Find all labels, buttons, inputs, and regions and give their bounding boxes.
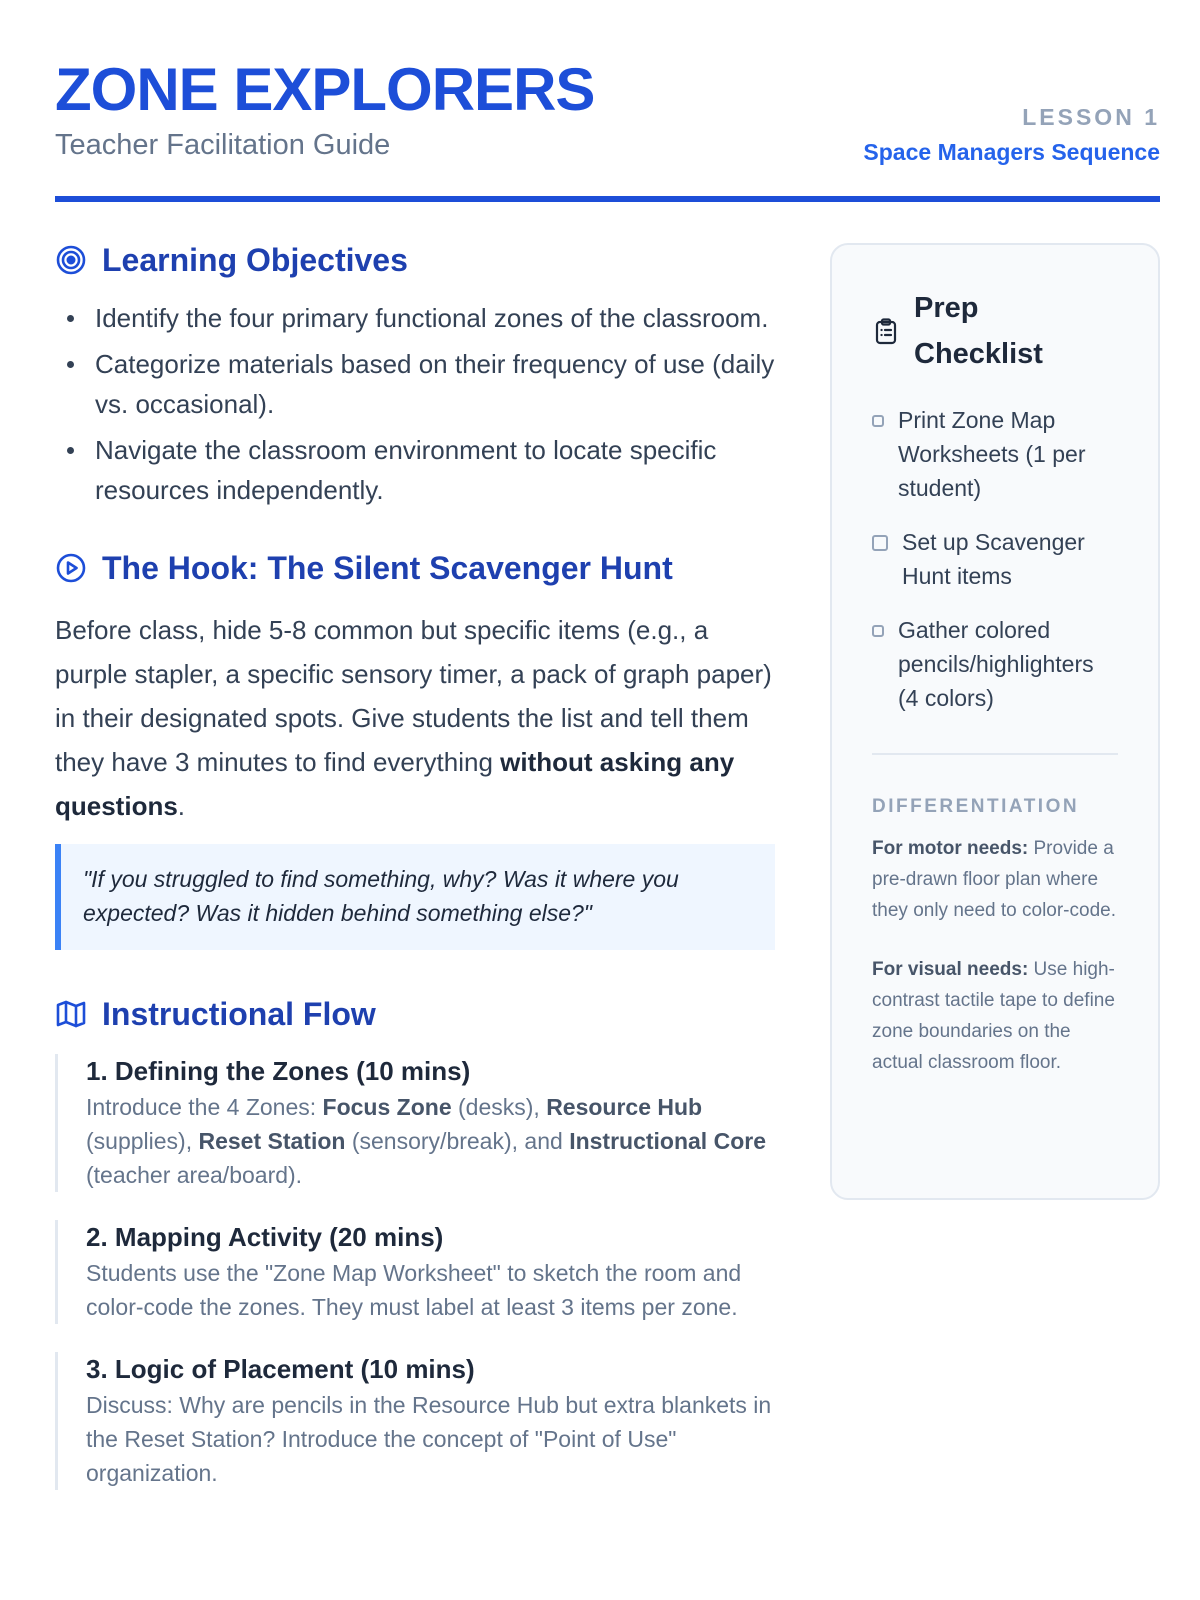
step-title: 2. Mapping Activity (20 mins) bbox=[86, 1222, 444, 1252]
step-body: Students use the "Zone Map Worksheet" to sketch the room and color-code the zones. They must label at least 3 items per zone. bbox=[86, 1260, 742, 1320]
lesson-sequence: Space Managers Sequence bbox=[863, 139, 1160, 165]
flow-title: Instructional Flow bbox=[102, 996, 376, 1032]
motor-needs-label: For motor needs: bbox=[872, 838, 1029, 859]
checkbox[interactable] bbox=[872, 625, 884, 637]
prep-heading bbox=[872, 285, 1118, 377]
prep-checklist bbox=[872, 403, 1118, 715]
flow-step bbox=[55, 1352, 775, 1490]
list-item: Identify the four primary functional zones of the classroom. bbox=[55, 298, 775, 338]
flow-heading bbox=[55, 994, 775, 1034]
sidebar-divider bbox=[872, 753, 1118, 755]
checklist-item[interactable] bbox=[872, 403, 1118, 505]
flow-section bbox=[55, 994, 775, 1490]
objectives-section bbox=[55, 240, 775, 510]
play-circle-icon bbox=[55, 552, 87, 584]
prep-sidebar bbox=[830, 243, 1160, 1200]
flow-step bbox=[55, 1054, 775, 1192]
zone-name: Focus Zone bbox=[322, 1094, 452, 1120]
step-body: Discuss: Why are pencils in the Resource Hub but extra blankets in the Reset Station? Introduce the concept of "Point of Use" organization. bbox=[86, 1392, 772, 1486]
visual-needs-label: For visual needs: bbox=[872, 959, 1029, 980]
step-body bbox=[86, 1090, 775, 1192]
page-subtitle: Teacher Facilitation Guide bbox=[55, 129, 391, 161]
hook-text-end: . bbox=[177, 791, 186, 821]
zone-name: Reset Station bbox=[198, 1128, 346, 1154]
main-column bbox=[55, 240, 775, 1518]
zone-name: Instructional Core bbox=[569, 1128, 766, 1154]
objectives-list bbox=[55, 298, 775, 510]
discussion-quote: "If you struggled to find something, why? Was it where you expected? Was it hidden behind something else?" bbox=[55, 844, 775, 950]
lesson-guide-page bbox=[55, 0, 1160, 1600]
checkbox[interactable] bbox=[872, 415, 884, 427]
checklist-item[interactable] bbox=[872, 525, 1118, 593]
flow-steps bbox=[55, 1054, 775, 1490]
step-text: (teacher area/board). bbox=[86, 1162, 303, 1188]
objectives-title: Learning Objectives bbox=[102, 242, 408, 278]
step-title: 3. Logic of Placement (10 mins) bbox=[86, 1354, 475, 1384]
hook-title: The Hook: The Silent Scavenger Hunt bbox=[102, 550, 673, 586]
clipboard-list-icon bbox=[872, 317, 900, 345]
hook-paragraph bbox=[55, 608, 775, 828]
target-icon bbox=[55, 244, 87, 276]
objectives-heading bbox=[55, 240, 775, 280]
page-title: ZONE EXPLORERS bbox=[55, 56, 595, 123]
step-text: Introduce the 4 Zones: bbox=[86, 1094, 323, 1120]
list-item: Categorize materials based on their frequency of use (daily vs. occasional). bbox=[55, 344, 775, 424]
checklist-label: Set up Scavenger Hunt items bbox=[902, 529, 1085, 589]
page-header bbox=[55, 55, 1160, 202]
motor-needs-text: Provide a pre-drawn floor plan where they only need to color-code. bbox=[872, 838, 1116, 921]
hook-section bbox=[55, 548, 775, 950]
step-title: 1. Defining the Zones (10 mins) bbox=[86, 1056, 471, 1086]
prep-title: Prep Checklist bbox=[914, 292, 1043, 370]
hook-heading bbox=[55, 548, 775, 588]
checklist-item[interactable] bbox=[872, 613, 1118, 715]
checkbox[interactable] bbox=[872, 535, 888, 551]
checklist-label: Gather colored pencils/highlighters (4 colors) bbox=[898, 617, 1094, 711]
step-text: (supplies), bbox=[86, 1128, 199, 1154]
map-icon bbox=[55, 998, 87, 1030]
checklist-label: Print Zone Map Worksheets (1 per student) bbox=[898, 407, 1086, 501]
list-item: Navigate the classroom environment to locate specific resources independently. bbox=[55, 430, 775, 510]
zone-name: Resource Hub bbox=[546, 1094, 703, 1120]
visual-needs-text: Use high-contrast tactile tape to define zone boundaries on the actual classroom floor. bbox=[872, 959, 1115, 1073]
step-text: (sensory/break), and bbox=[345, 1128, 570, 1154]
differentiation-heading: DIFFERENTIATION bbox=[872, 796, 1080, 817]
flow-step bbox=[55, 1220, 775, 1324]
visual-needs-note bbox=[872, 954, 1118, 1078]
hook-emphasis: without asking any questions bbox=[55, 747, 735, 821]
lesson-number: LESSON 1 bbox=[1022, 104, 1160, 130]
hook-text: Before class, hide 5-8 common but specific items (e.g., a purple stapler, a specific sensory timer, a pack of graph paper) in their designated spots. Give students the list and tell them they have 3 minutes to find everything bbox=[55, 615, 772, 777]
motor-needs-note bbox=[872, 833, 1118, 926]
step-text: (desks), bbox=[451, 1094, 547, 1120]
